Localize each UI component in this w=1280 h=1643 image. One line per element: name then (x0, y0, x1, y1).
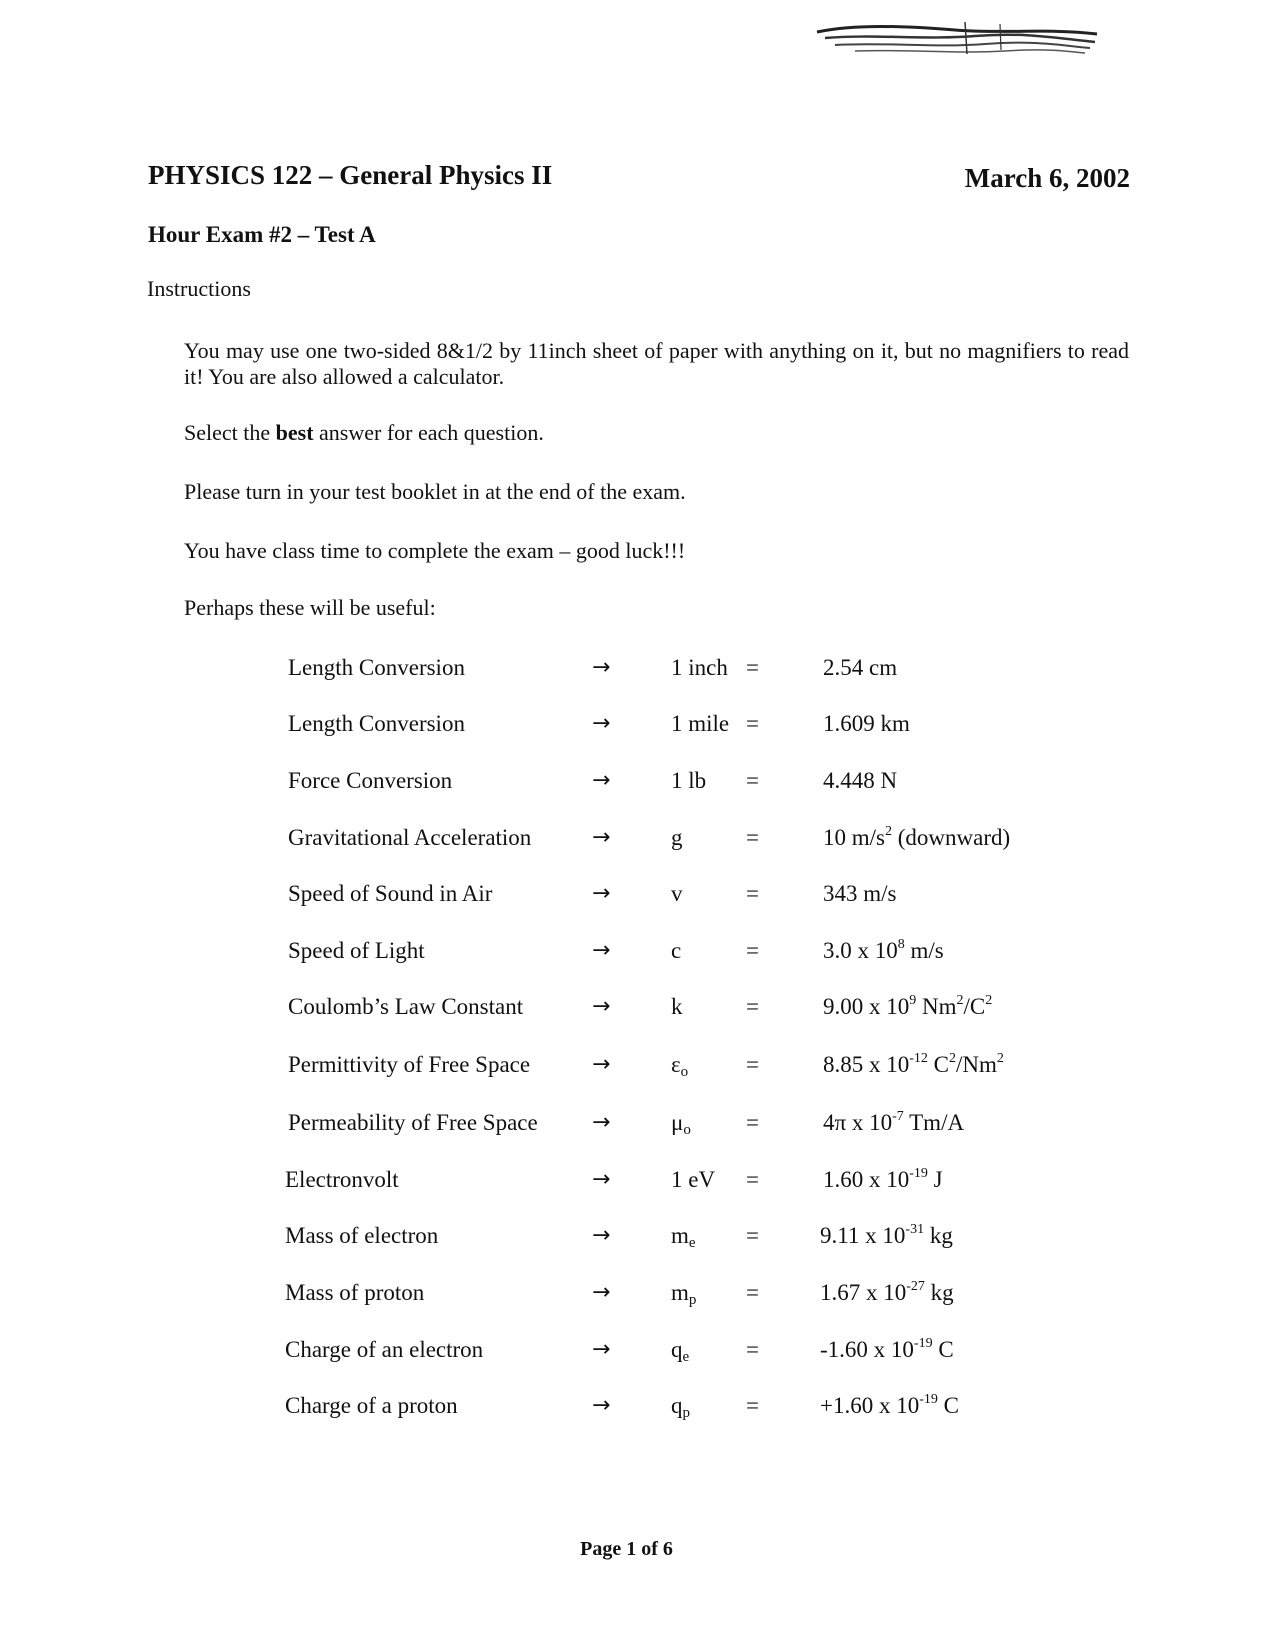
exam-date: March 6, 2002 (964, 163, 1130, 193)
arrow-right-icon: → (592, 655, 611, 680)
value-exponent: -7 (892, 1109, 904, 1124)
handwritten-scribble (815, 18, 1100, 58)
constant-row (0, 881, 1280, 921)
value-unit: C (927, 1052, 950, 1077)
value-base: 8.85 x 10 (823, 1052, 910, 1077)
value-base: 1.60 x 10 (823, 1167, 910, 1192)
equals-sign: = (746, 711, 759, 736)
constant-value: 4.448 N (823, 768, 898, 793)
value-base: 9.00 x 10 (823, 994, 910, 1019)
instruction-paragraph-5: Perhaps these will be useful: (184, 595, 436, 620)
constant-value: 343 m/s (823, 881, 897, 906)
constant-symbol (671, 1337, 689, 1363)
equals-sign: = (746, 1052, 759, 1077)
equals-sign: = (746, 768, 759, 793)
value-exponent: -19 (913, 1336, 933, 1351)
value-base: -1.60 x 10 (820, 1337, 914, 1362)
constant-value (820, 1337, 954, 1363)
equals-sign: = (746, 938, 759, 963)
exam-subtitle: Hour Exam #2 – Test A (148, 222, 376, 247)
constant-value (823, 825, 1010, 851)
constant-symbol (671, 1052, 688, 1078)
constant-row (0, 1223, 1280, 1263)
arrow-right-icon: → (592, 938, 611, 963)
constant-name: Charge of an electron (285, 1337, 484, 1362)
constant-value: 1.609 km (823, 711, 910, 736)
constant-symbol: g (671, 825, 683, 850)
value-exponent: 2 (996, 1051, 1004, 1066)
constant-name: Permittivity of Free Space (288, 1052, 531, 1077)
constant-value (820, 1223, 953, 1249)
constant-symbol: k (671, 994, 683, 1019)
constant-name: Speed of Light (288, 938, 425, 963)
constant-symbol: 1 mile (671, 711, 730, 736)
constant-name: Coulomb’s Law Constant (288, 994, 524, 1019)
constant-symbol (671, 1110, 691, 1136)
value-exponent: 2 (949, 1051, 957, 1066)
symbol-base: μ (671, 1110, 684, 1135)
constant-name: Charge of a proton (285, 1393, 458, 1418)
symbol-base: q (671, 1393, 683, 1418)
constant-row (0, 825, 1280, 865)
symbol-subscript: o (683, 1122, 691, 1138)
constant-name: Mass of electron (285, 1223, 439, 1248)
equals-sign: = (746, 881, 759, 906)
equals-sign: = (746, 1110, 759, 1135)
course-title: PHYSICS 122 – General Physics II (148, 160, 553, 190)
equals-sign: = (746, 1337, 759, 1362)
instruction-paragraph-3: Please turn in your test booklet in at the end of the exam. (184, 479, 686, 504)
constant-value (823, 1167, 943, 1193)
constant-symbol: 1 inch (671, 655, 728, 680)
constant-name: Force Conversion (288, 768, 453, 793)
value-base: 3.0 x 10 (823, 938, 898, 963)
constant-symbol: c (671, 938, 682, 963)
constant-row (0, 1280, 1280, 1320)
symbol-base: m (671, 1223, 689, 1248)
constant-name: Electronvolt (285, 1167, 399, 1192)
symbol-subscript: p (682, 1405, 690, 1421)
constant-row (0, 711, 1280, 751)
value-base: +1.60 x 10 (820, 1393, 920, 1418)
arrow-right-icon: → (592, 1280, 611, 1305)
constant-value (823, 994, 992, 1020)
constant-value (823, 1110, 964, 1136)
arrow-right-icon: → (592, 1337, 611, 1362)
value-exponent: -19 (909, 1166, 928, 1181)
symbol-base: q (671, 1337, 683, 1362)
page-number: Page 1 of 6 (580, 1538, 673, 1560)
constant-value (820, 1393, 959, 1419)
value-exponent: -19 (919, 1392, 938, 1407)
equals-sign: = (746, 1223, 759, 1248)
constant-symbol (671, 1223, 696, 1249)
constant-symbol: v (671, 881, 683, 906)
constant-symbol (671, 1280, 696, 1306)
value-exponent: 2 (985, 993, 993, 1008)
constant-name: Permeability of Free Space (288, 1110, 538, 1135)
arrow-right-icon: → (592, 711, 611, 736)
equals-sign: = (746, 1280, 759, 1305)
arrow-right-icon: → (592, 1167, 611, 1192)
value-unit: /C (963, 994, 986, 1019)
instruction-paragraph-4: You have class time to complete the exam – good luck!!! (184, 538, 686, 563)
value-unit: (downward) (891, 825, 1011, 850)
constant-value (820, 1280, 954, 1306)
value-unit: C (932, 1337, 954, 1362)
arrow-right-icon: → (592, 994, 611, 1019)
symbol-subscript: e (688, 1235, 696, 1251)
constant-symbol: 1 eV (671, 1167, 716, 1192)
arrow-right-icon: → (592, 768, 611, 793)
arrow-right-icon: → (592, 881, 611, 906)
arrow-right-icon: → (592, 825, 611, 850)
constant-value: 2.54 cm (823, 655, 898, 680)
symbol-subscript: p (688, 1292, 697, 1308)
constant-row (0, 1393, 1280, 1433)
symbol-subscript: e (682, 1349, 690, 1365)
value-exponent: 2 (956, 993, 964, 1008)
value-base: 1.67 x 10 (820, 1280, 907, 1305)
constant-symbol: 1 lb (671, 768, 707, 793)
symbol-base: m (671, 1280, 689, 1305)
value-unit: m/s (904, 938, 944, 963)
value-unit: kg (924, 1223, 953, 1248)
equals-sign: = (746, 994, 759, 1019)
value-exponent: -27 (906, 1279, 925, 1294)
equals-sign: = (746, 825, 759, 850)
value-base: 10 m/s (823, 825, 885, 850)
instruction-text: answer for each question. (313, 420, 544, 445)
instruction-emphasis: best (275, 420, 314, 445)
value-exponent: 2 (884, 824, 892, 839)
instruction-text: Select the (184, 420, 276, 445)
constant-value (823, 1052, 1004, 1078)
constant-row (0, 1052, 1280, 1092)
constant-row (0, 1337, 1280, 1377)
constant-row (0, 655, 1280, 695)
equals-sign: = (746, 1393, 759, 1418)
constant-row (0, 1110, 1280, 1150)
constant-row (0, 994, 1280, 1034)
instruction-paragraph-1: You may use one two-sided 8&1/2 by 11inch sheet of paper with anything on it, but no magnifiers to read it! You are also allowed a calculator. (184, 338, 1129, 389)
arrow-right-icon: → (592, 1052, 611, 1077)
value-unit: /Nm (956, 1052, 997, 1077)
constant-name: Length Conversion (288, 711, 465, 736)
value-unit: Nm (916, 994, 957, 1019)
value-exponent: 9 (909, 993, 917, 1008)
value-unit: J (927, 1167, 943, 1192)
constant-name: Length Conversion (288, 655, 465, 680)
symbol-subscript: o (680, 1064, 689, 1080)
constant-name: Speed of Sound in Air (288, 881, 493, 906)
value-unit: C (937, 1393, 959, 1418)
value-exponent: -12 (909, 1051, 928, 1066)
constant-value (823, 938, 944, 964)
value-unit: Tm/A (903, 1110, 965, 1135)
symbol-base: ε (671, 1052, 681, 1077)
arrow-right-icon: → (592, 1110, 611, 1135)
arrow-right-icon: → (592, 1223, 611, 1248)
constant-row (0, 1167, 1280, 1207)
equals-sign: = (746, 1167, 759, 1192)
instructions-heading: Instructions (147, 276, 251, 301)
value-exponent: 8 (897, 937, 905, 952)
equals-sign: = (746, 655, 759, 680)
value-unit: kg (924, 1280, 954, 1305)
arrow-right-icon: → (592, 1393, 611, 1418)
constant-row (0, 938, 1280, 978)
constant-name: Gravitational Acceleration (288, 825, 532, 850)
value-base: 9.11 x 10 (820, 1223, 906, 1248)
constant-symbol (671, 1393, 690, 1419)
value-base: 4π x 10 (823, 1110, 893, 1135)
constant-name: Mass of proton (285, 1280, 425, 1305)
value-exponent: -31 (905, 1222, 925, 1237)
instruction-paragraph-2 (184, 420, 544, 446)
constant-row (0, 768, 1280, 808)
